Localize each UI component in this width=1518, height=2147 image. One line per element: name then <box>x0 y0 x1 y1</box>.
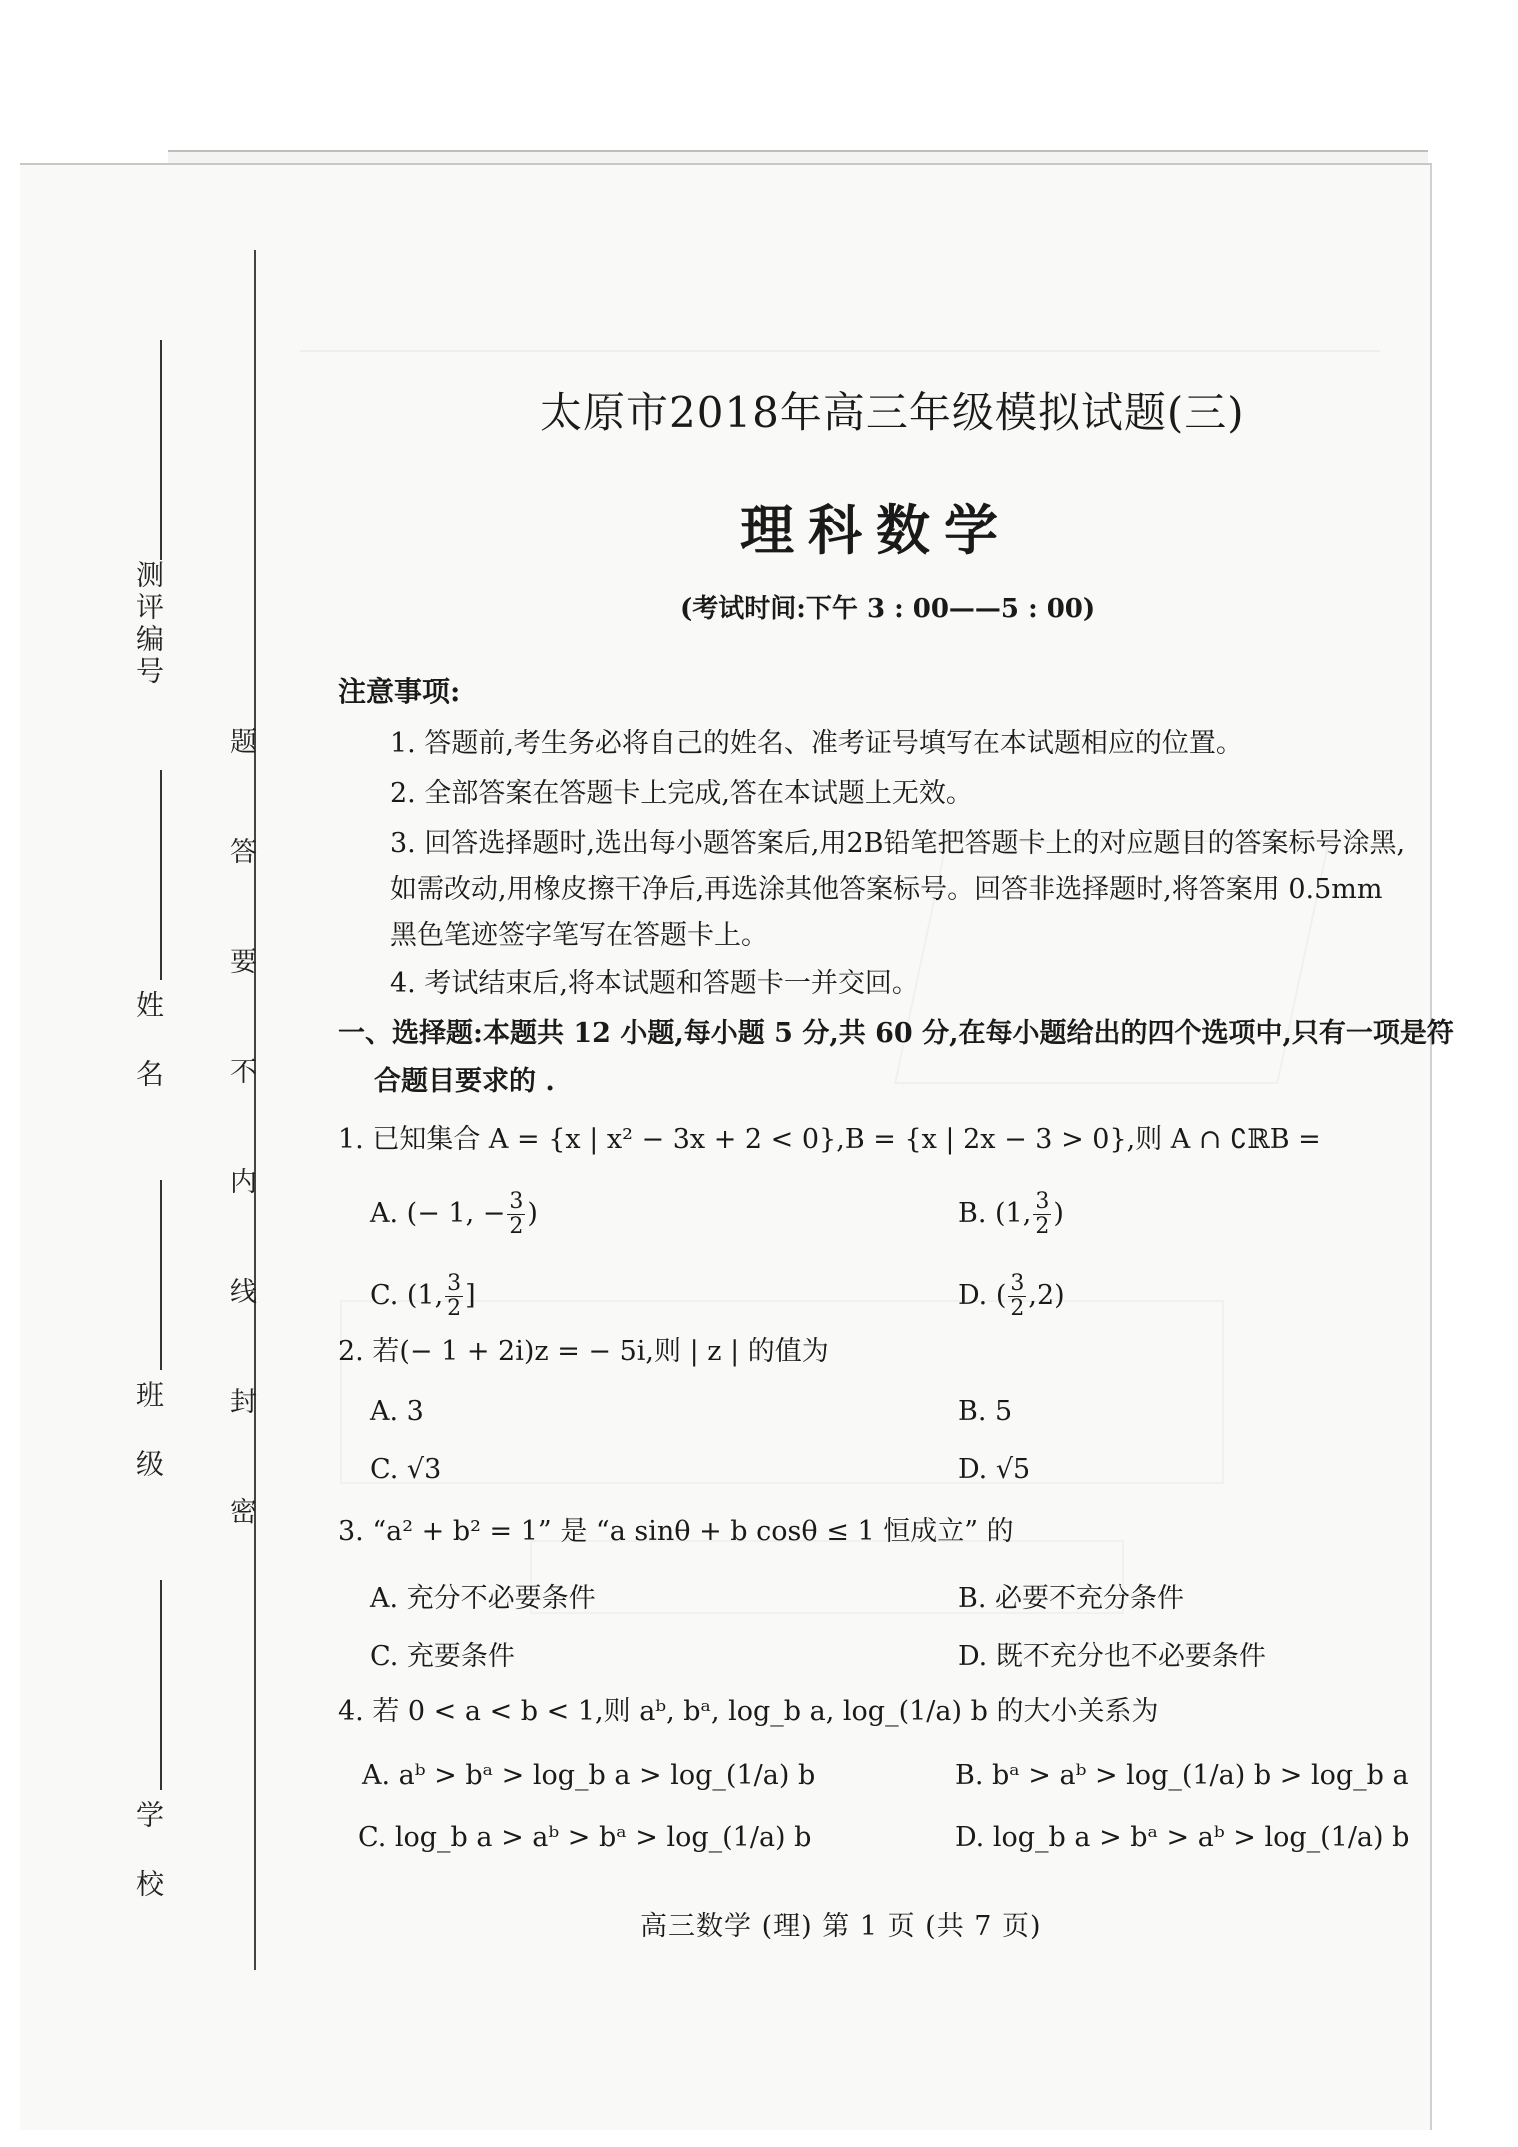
q3-option-a: A. 充分不必要条件 <box>370 1583 596 1614</box>
field-label-id: 测评编号 <box>132 560 165 688</box>
subject-title: 理科数学 <box>740 498 1012 562</box>
question-3-stem: 3. “a² + b² = 1” 是 “a sinθ + b cosθ ≤ 1 恒成立” 的 <box>338 1516 1014 1547</box>
seal-char: 线 <box>230 1277 257 1308</box>
field-line-name[interactable] <box>160 770 162 980</box>
note-item: 黑色笔迹签字笔写在答题卡上。 <box>390 920 768 951</box>
note-item: 1. 答题前,考生务必将自己的姓名、准考证号填写在本试题相应的位置。 <box>390 728 1243 759</box>
field-line-school[interactable] <box>160 1580 162 1790</box>
q4-option-a: A. aᵇ > bᵃ > log_b a > log_(1/a) b <box>362 1760 816 1791</box>
field-label-school: 学 校 <box>132 1800 165 1901</box>
seal-char: 密 <box>230 1497 257 1528</box>
q1-option-b: B. (1, $\frac{3}{2}$ ) <box>958 1189 1064 1239</box>
q1-option-a: A. (− 1, − $\frac{3}{2}$ ) <box>370 1189 538 1239</box>
q1-option-c: C. (1, $\frac{3}{2}$ ] <box>370 1271 476 1321</box>
seal-char: 封 <box>230 1387 257 1418</box>
q2-option-b: B. 5 <box>958 1396 1013 1427</box>
notes-heading: 注意事项: <box>338 675 461 708</box>
page-footer: 高三数学 (理) 第 1 页 (共 7 页) <box>640 1911 1042 1942</box>
seal-char: 内 <box>230 1167 257 1198</box>
q3-option-d: D. 既不充分也不必要条件 <box>958 1641 1266 1672</box>
q3-option-b: B. 必要不充分条件 <box>958 1583 1185 1614</box>
q2-option-a: A. 3 <box>370 1396 424 1427</box>
q2-option-c: C. √3 <box>370 1454 442 1485</box>
q4-option-d: D. log_b a > bᵃ > aᵇ > log_(1/a) b <box>955 1822 1410 1853</box>
field-label-class: 班 级 <box>132 1380 165 1481</box>
seal-char: 不 <box>230 1057 257 1088</box>
section-heading-cont: 合题目要求的 . <box>374 1066 555 1097</box>
seal-char: 答 <box>230 837 257 868</box>
note-item: 3. 回答选择题时,选出每小题答案后,用2B铅笔把答题卡上的对应题目的答案标号涂黑, <box>390 828 1406 859</box>
q2-option-d: D. √5 <box>958 1454 1031 1485</box>
section-heading: 一、选择题:本题共 12 小题,每小题 5 分,共 60 分,在每小题给出的四个选项中,只有一项是符 <box>338 1018 1454 1049</box>
q1-option-d: D. ( $\frac{3}{2}$ ,2) <box>958 1271 1065 1321</box>
exam-title: 太原市2018年高三年级模拟试题(三) <box>540 388 1245 437</box>
question-2-stem: 2. 若(− 1 + 2i)z = − 5i,则 | z | 的值为 <box>338 1336 829 1367</box>
q4-option-b: B. bᵃ > aᵇ > log_(1/a) b > log_b a <box>955 1760 1409 1791</box>
field-label-name: 姓 名 <box>132 990 165 1091</box>
note-item: 如需改动,用橡皮擦干净后,再选涂其他答案标号。回答非选择题时,将答案用 0.5mm <box>390 874 1383 905</box>
exam-time: (考试时间:下午 3 : 00——5 : 00) <box>680 594 1096 624</box>
note-item: 2. 全部答案在答题卡上完成,答在本试题上无效。 <box>390 778 973 809</box>
field-line-id[interactable] <box>160 340 162 560</box>
field-line-class[interactable] <box>160 1180 162 1370</box>
question-4-stem: 4. 若 0 < a < b < 1,则 aᵇ, bᵃ, log_b a, log_(1/a) b 的大小关系为 <box>338 1696 1159 1727</box>
q3-option-c: C. 充要条件 <box>370 1641 515 1672</box>
question-1-stem: 1. 已知集合 A = {x | x² − 3x + 2 < 0},B = {x | 2x − 3 > 0},则 A ∩ ∁ℝB = <box>338 1124 1321 1155</box>
seal-char: 要 <box>230 947 257 978</box>
seal-char: 题 <box>230 727 257 758</box>
binding-line <box>254 250 256 1970</box>
note-item: 4. 考试结束后,将本试题和答题卡一并交回。 <box>390 968 919 999</box>
q4-option-c: C. log_b a > aᵇ > bᵃ > log_(1/a) b <box>358 1822 812 1853</box>
